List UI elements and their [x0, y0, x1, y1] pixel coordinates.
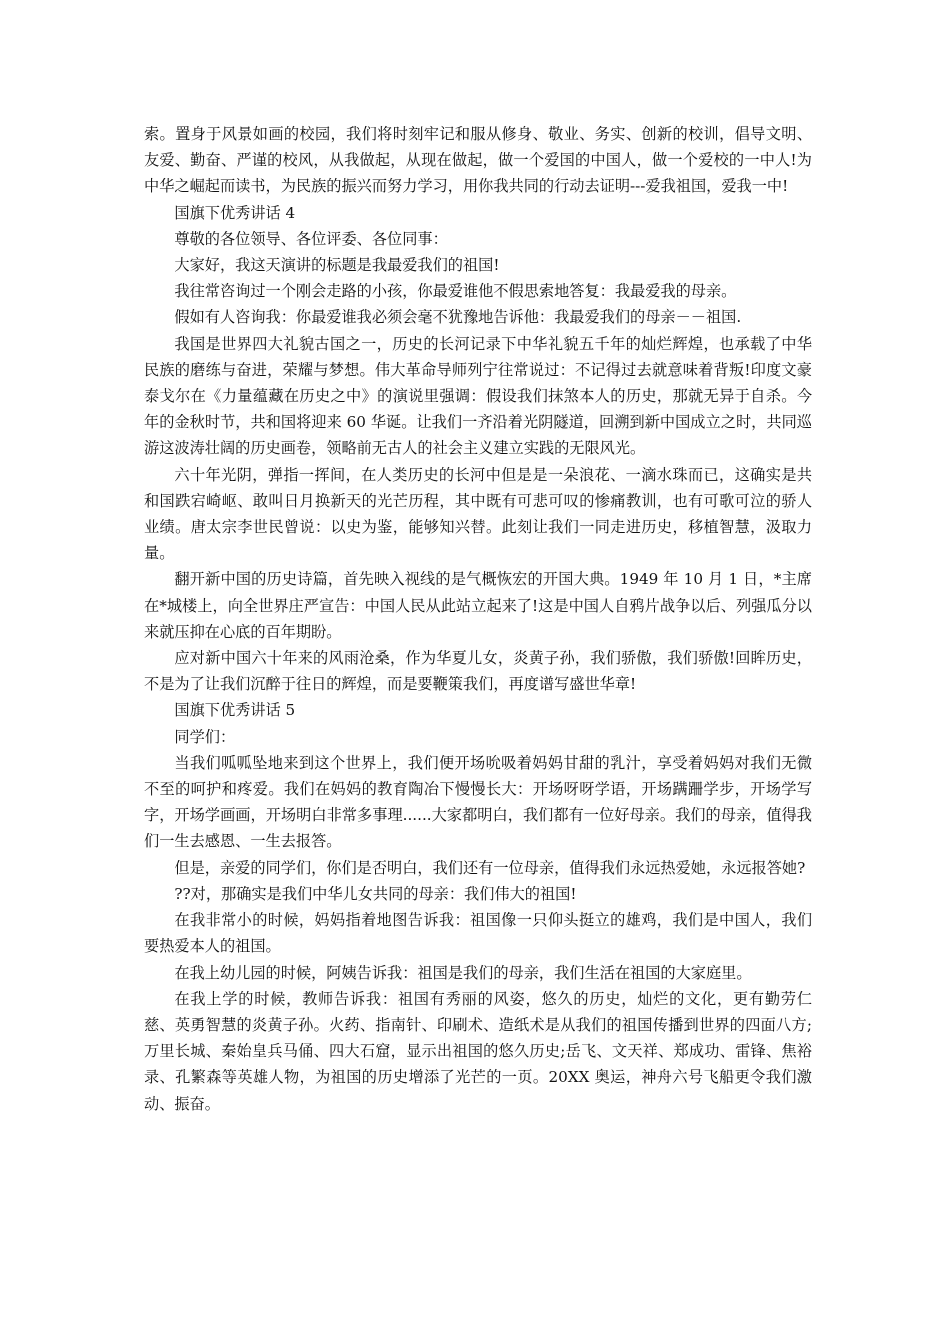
paragraph: 在我上学的时候，教师告诉我：祖国有秀丽的风姿，悠久的历史，灿烂的文化，更有勤劳仁慈、英勇智慧的炎黄子孙。火药、指南针、印刷术、造纸术是从我们的祖国传播到世界的四面八方;万里长城、秦始皇兵马俑、四大石窟，显示出祖国的悠久历史;岳飞、文天祥、郑成功、雷锋、焦裕录、孔繁森等英雄人物，为祖国的历史增添了光芒的一页。20XX 奥运，神舟六号飞船更令我们激动、振奋。: [144, 989, 812, 1113]
paragraph: 我国是世界四大礼貌古国之一，历史的长河记录下中华礼貌五千年的灿烂辉煌，也承载了中华民族的磨练与奋进，荣耀与梦想。伟大革命导师列宁往常说过：不记得过去就意味着背叛!印度文豪泰戈尔在《力量蕴藏在历史之中》的演说里强调：假设我们抹煞本人的历史，那就无异于自杀。今年的金秋时节，共和国将迎来 60 华诞。让我们一齐沿着光阴隧道，回溯到新中国成立之时，共同巡游这波涛壮阔的历史画卷，领略前无古人的社会主义建立实践的无限风光。: [144, 334, 812, 458]
paragraph: 我往常咨询过一个刚会走路的小孩，你最爱谁他不假思索地答复：我最爱我的母亲。: [174, 282, 737, 301]
paragraph: 假如有人咨询我：你最爱谁我必须会毫不犹豫地告诉他：我最爱我们的母亲－－祖国.: [174, 308, 742, 327]
section-heading: 国旗下优秀讲话 4: [174, 203, 296, 222]
salutation: 同学们：: [174, 727, 236, 746]
paragraph: 在我非常小的时候，妈妈指着地图告诉我：祖国像一只仰头挺立的雄鸡，我们是中国人，我们要热爱本人的祖国。: [144, 911, 812, 956]
paragraph: 应对新中国六十年来的风雨沧桑，作为华夏儿女，炎黄子孙，我们骄傲，我们骄傲!回眸历史，不是为了让我们沉醉于往日的辉煌，而是要鞭策我们，再度谱写盛世华章!: [144, 649, 812, 694]
paragraph: 大家好，我这天演讲的标题是我最爱我们的祖国!: [174, 256, 500, 275]
section-heading: 国旗下优秀讲话 5: [174, 701, 296, 720]
salutation: 尊敬的各位领导、各位评委、各位同事：: [174, 229, 448, 248]
paragraph: 在我上幼儿园的时候，阿姨告诉我：祖国是我们的母亲，我们生活在祖国的大家庭里。: [174, 963, 752, 982]
paragraph: ??对，那确实是我们中华儿女共同的母亲：我们伟大的祖国!: [174, 884, 577, 903]
paragraph: 但是，亲爱的同学们，你们是否明白，我们还有一位母亲，值得我们永远热爱她，永远报答她?: [174, 858, 806, 877]
document-page: [144, 121, 812, 1117]
paragraph: 当我们呱呱坠地来到这个世界上，我们便开场吮吸着妈妈甘甜的乳汁，享受着妈妈对我们无微不至的呵护和疼爱。我们在妈妈的教育陶冶下慢慢长大：开场呀呀学语，开场蹒跚学步，开场学写字，开场学画画，开场明白非常多事理......大家都明白，我们都有一位好母亲。我们的母亲，值得我们一生去感恩、一生去报答。: [144, 753, 812, 851]
paragraph: 索。置身于风景如画的校园，我们将时刻牢记和服从修身、敬业、务实、创新的校训，倡导文明、友爱、勤奋、严谨的校风，从我做起，从现在做起，做一个爱国的中国人，做一个爱校的一中人!为中华之崛起而读书，为民族的振兴而努力学习，用你我共同的行动去证明---爱我祖国，爱我一中!: [144, 125, 812, 196]
paragraph: 翻开新中国的历史诗篇，首先映入视线的是气概恢宏的开国大典。1949 年 10 月 1 日，*主席在*城楼上，向全世界庄严宣告：中国人民从此站立起来了!这是中国人自鸦片战争以后、列强瓜分以来就压抑在心底的百年期盼。: [144, 570, 812, 641]
paragraph: 六十年光阴，弹指一挥间，在人类历史的长河中但是是一朵浪花、一滴水珠而已，这确实是共和国跌宕崎岖、敢叫日月换新天的光芒历程，其中既有可悲可叹的惨痛教训，也有可歌可泣的骄人业绩。唐太宗李世民曾说：以史为鉴，能够知兴替。此刻让我们一同走进历史，移植智慧，汲取力量。: [144, 465, 812, 563]
